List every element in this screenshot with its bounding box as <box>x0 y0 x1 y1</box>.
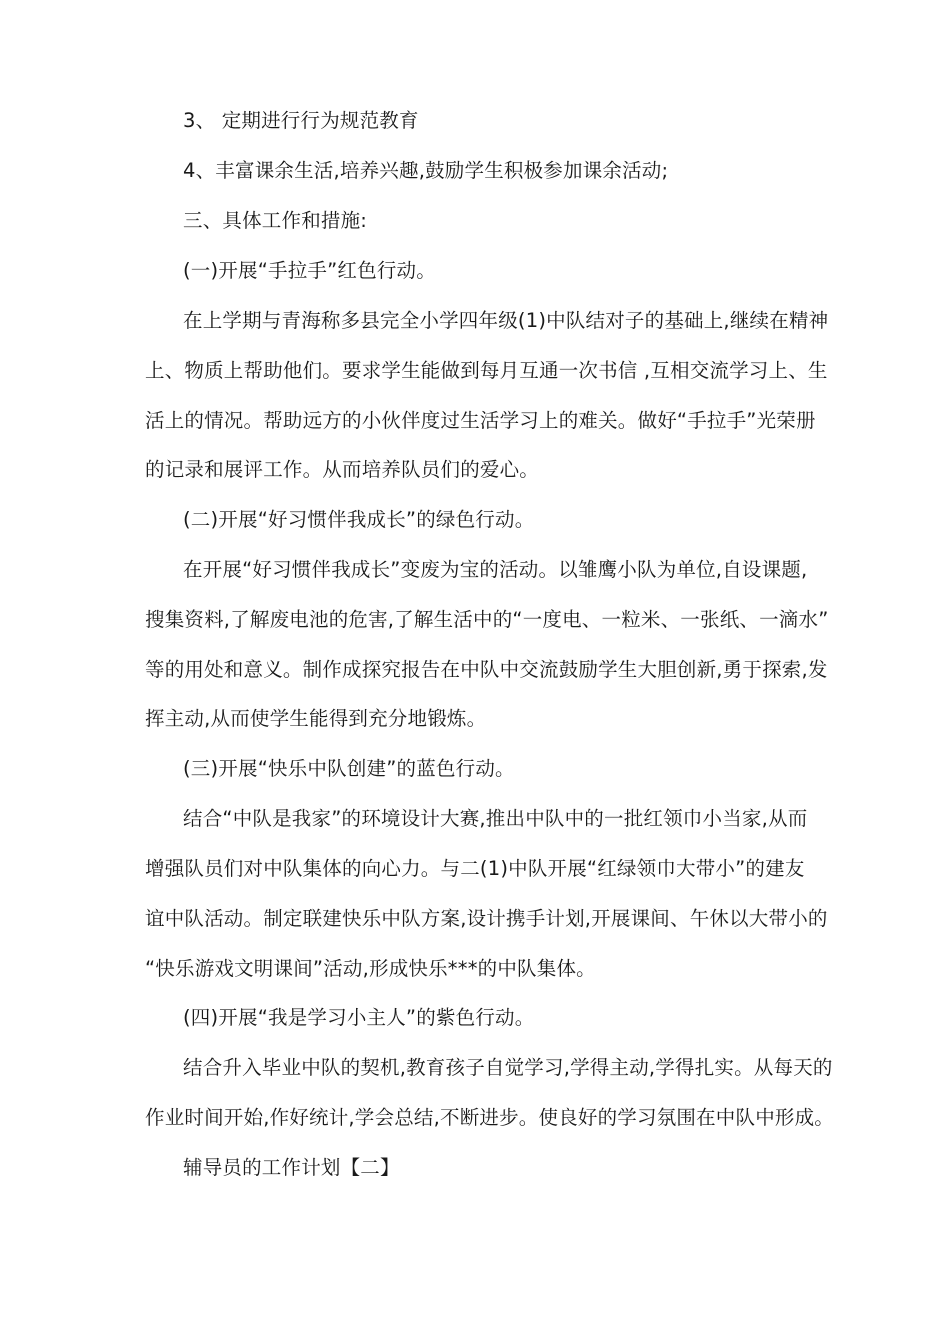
subsection-heading-2: (二)开展“好习惯伴我成长”的绿色行动。 <box>183 508 535 531</box>
paragraph-2-line-2: 搜集资料,了解废电池的危害,了解生活中的“一度电、一粒米、一张纸、一滴水” <box>145 608 829 631</box>
paragraph-1-line-2: 上、物质上帮助他们。要求学生能做到每月互通一次书信 ,互相交流学习上、生 <box>145 359 828 382</box>
paragraph-1-line-3: 活上的情况。帮助远方的小伙伴度过生活学习上的难关。做好“手拉手”光荣册 <box>145 409 816 432</box>
paragraph-2-line-3: 等的用处和意义。制作成探究报告在中队中交流鼓励学生大胆创新,勇于探索,发 <box>145 658 828 681</box>
paragraph-2-line-4: 挥主动,从而使学生能得到充分地锻炼。 <box>145 707 487 730</box>
list-item-4: 4、丰富课余生活,培养兴趣,鼓励学生积极参加课余活动; <box>183 159 669 182</box>
paragraph-3-line-3: 谊中队活动。制定联建快乐中队方案,设计携手计划,开展课间、午休以大带小的 <box>145 907 828 930</box>
section-heading: 三、具体工作和措施: <box>183 209 368 232</box>
paragraph-3-line-4: “快乐游戏文明课间”活动,形成快乐***的中队集体。 <box>145 957 596 980</box>
paragraph-3-line-2: 增强队员们对中队集体的向心力。与二(1)中队开展“红绿领巾大带小”的建友 <box>145 857 805 880</box>
paragraph-4-line-2: 作业时间开始,作好统计,学会总结,不断进步。使良好的学习氛围在中队中形成。 <box>145 1106 834 1129</box>
subsection-heading-4: (四)开展“我是学习小主人”的紫色行动。 <box>183 1006 535 1029</box>
subsection-heading-3: (三)开展“快乐中队创建”的蓝色行动。 <box>183 757 515 780</box>
subsection-heading-1: (一)开展“手拉手”红色行动。 <box>183 259 436 282</box>
paragraph-1-line-1: 在上学期与青海称多县完全小学四年级(1)中队结对子的基础上,继续在精神 <box>183 309 829 332</box>
next-section-title: 辅导员的工作计划【二】 <box>183 1156 400 1179</box>
paragraph-1-line-4: 的记录和展评工作。从而培养队员们的爱心。 <box>145 458 540 481</box>
paragraph-3-line-1: 结合“中队是我家”的环境设计大赛,推出中队中的一批红领巾小当家,从而 <box>183 807 808 830</box>
paragraph-2-line-1: 在开展“好习惯伴我成长”变废为宝的活动。以雏鹰小队为单位,自设课题, <box>183 558 808 581</box>
list-item-3: 3、 定期进行行为规范教育 <box>183 109 419 132</box>
paragraph-4-line-1: 结合升入毕业中队的契机,教育孩子自觉学习,学得主动,学得扎实。从每天的 <box>183 1056 833 1079</box>
